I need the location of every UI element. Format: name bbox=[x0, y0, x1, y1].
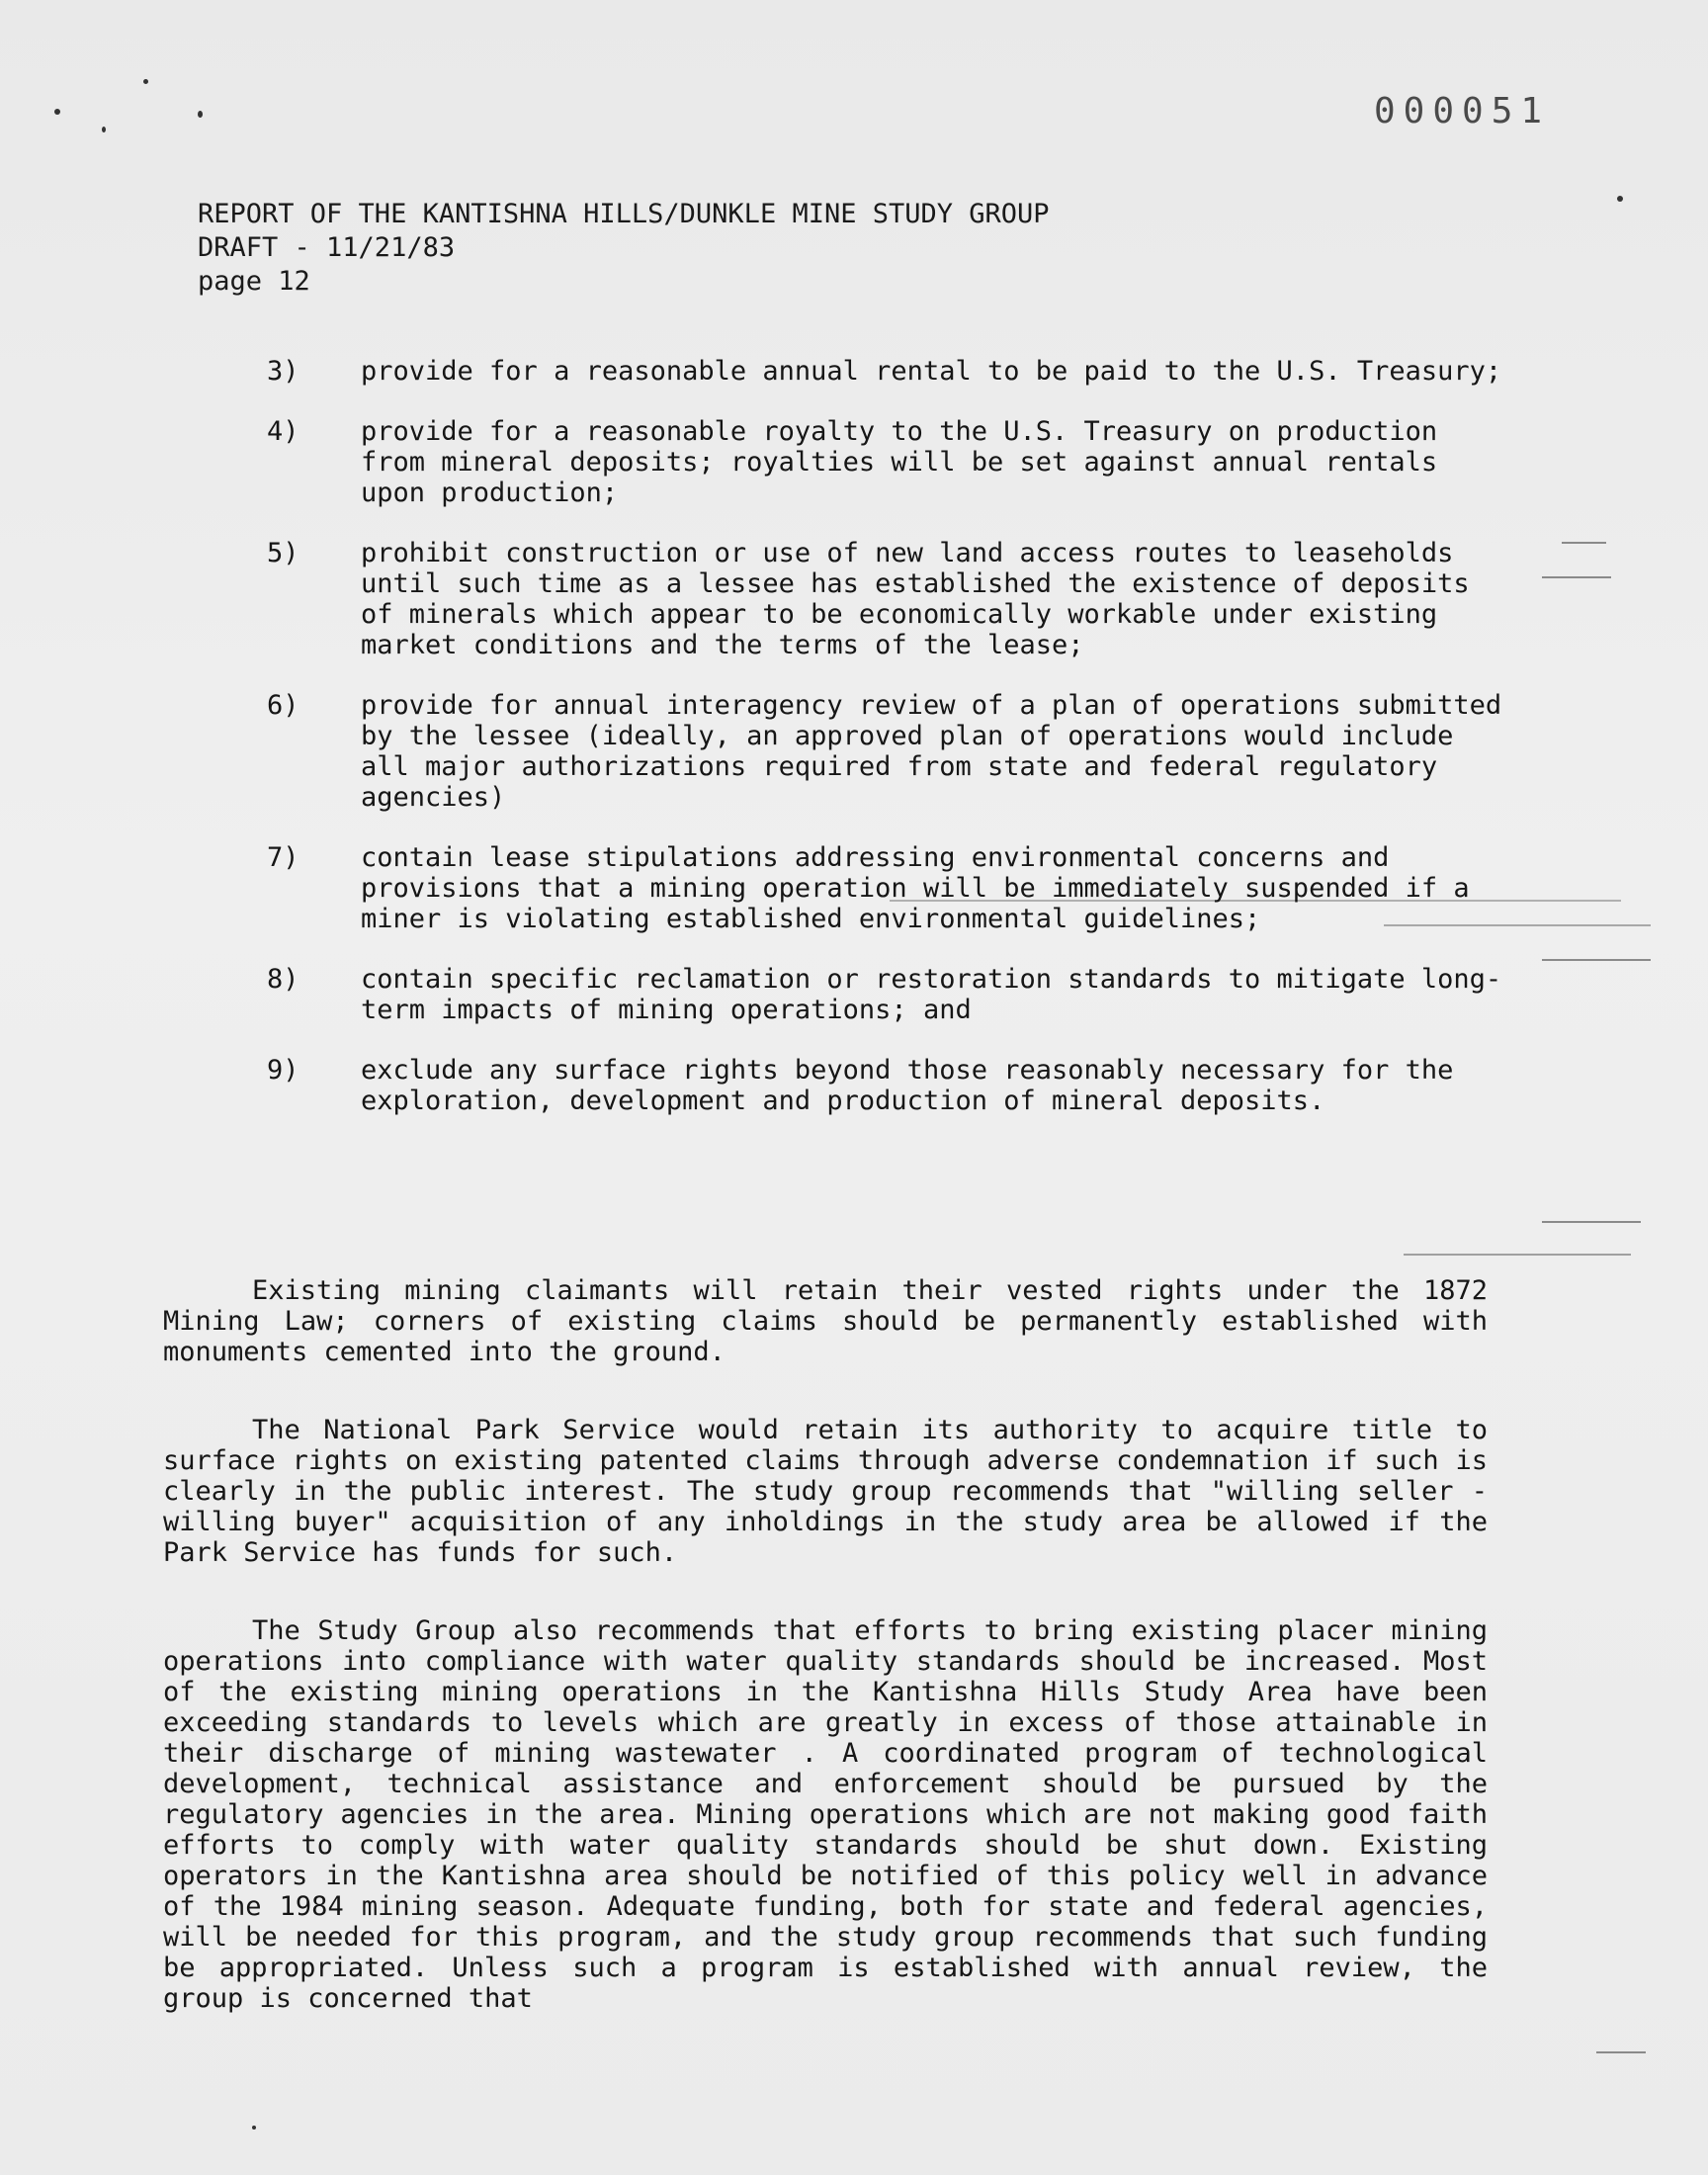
list-item bbox=[267, 842, 1532, 934]
list-item-number: 3) bbox=[267, 356, 299, 387]
list-item bbox=[267, 690, 1532, 813]
list-item-number: 9) bbox=[267, 1055, 299, 1086]
scan-artifact bbox=[1542, 959, 1651, 961]
list-item-number: 8) bbox=[267, 964, 299, 995]
scan-artifact bbox=[1596, 2051, 1646, 2053]
list-item-text: provide for a reasonable royalty to the U.S. Treasury on production from mineral deposits; royalties will be set against annual rentals upon production; bbox=[361, 416, 1438, 508]
scan-speck bbox=[1617, 196, 1623, 202]
list-item-text: provide for a reasonable annual rental to be paid to the U.S. Treasury; bbox=[361, 356, 1502, 387]
report-title: REPORT OF THE KANTISHNA HILLS/DUNKLE MINE STUDY GROUP bbox=[198, 199, 1050, 229]
list-item-number: 6) bbox=[267, 690, 299, 721]
body-paragraphs bbox=[163, 1275, 1488, 2061]
document-header bbox=[198, 198, 1050, 299]
list-item bbox=[267, 356, 1532, 387]
scan-artifact bbox=[1542, 576, 1611, 578]
list-item bbox=[267, 538, 1532, 660]
scan-speck bbox=[102, 127, 106, 132]
paragraph-water-quality: The Study Group also recommends that efforts to bring existing placer mining operations into compliance with water quality standards should be increased. Most of the existing mining operations in the Kantishna Hills Study Area have been exceeding standards to levels which are greatly in excess of those attainable in their discharge of mining wastewater . A coordinated program of technological development, technical assistance and enforcement should be pursued by the regulatory agencies in the area. Mining operations which are not making good faith efforts to comply with water quality standards should be shut down. Existing operators in the Kantishna area should be notified of this policy well in advance of the 1984 mining season. Adequate funding, both for state and federal agencies, will be needed for this program, and the study group recommends that such funding be appropriated. Unless such a program is established with annual review, the group is concerned that bbox=[163, 1615, 1488, 2014]
page-number: page 12 bbox=[198, 266, 310, 297]
list-item-number: 4) bbox=[267, 416, 299, 447]
list-item-text: contain lease stipulations addressing environmental concerns and provisions that a mining operation will be immediately suspended if a miner is violating established environmental guidelines; bbox=[361, 842, 1470, 934]
scan-artifact bbox=[1542, 1221, 1641, 1223]
scan-speck bbox=[252, 2126, 256, 2130]
numbered-list bbox=[267, 356, 1532, 1146]
list-item bbox=[267, 964, 1532, 1025]
list-item-text: exclude any surface rights beyond those reasonably necessary for the exploration, development and production of mineral deposits. bbox=[361, 1055, 1454, 1116]
scan-speck bbox=[198, 111, 203, 118]
list-item-text: provide for annual interagency review of a plan of operations submitted by the lessee (ideally, an approved plan of operations would include all major authorizations required from state and federal regulatory agencies) bbox=[361, 690, 1502, 813]
scan-artifact bbox=[1562, 542, 1606, 544]
list-item-text: contain specific reclamation or restoration standards to mitigate long-term impacts of mining operations; and bbox=[361, 964, 1502, 1025]
draft-date: DRAFT - 11/21/83 bbox=[198, 232, 456, 263]
list-item-number: 7) bbox=[267, 842, 299, 873]
paragraph-existing-claimants: Existing mining claimants will retain their vested rights under the 1872 Mining Law; corners of existing claims should be permanently established with monuments cemented into the ground. bbox=[163, 1275, 1488, 1367]
scan-artifact bbox=[1404, 1254, 1631, 1256]
list-item-number: 5) bbox=[267, 538, 299, 568]
scan-speck bbox=[54, 109, 60, 115]
list-item bbox=[267, 1055, 1532, 1116]
document-stamp-number: 000051 bbox=[1374, 91, 1551, 131]
paragraph-park-service-authority: The National Park Service would retain its authority to acquire title to surface rights on existing patented claims through adverse condemnation if such is clearly in the public interest. The study group recommends that "willing seller - willing buyer" acquisition of any inholdings in the study area be allowed if the Park Service has funds for such. bbox=[163, 1415, 1488, 1568]
list-item bbox=[267, 416, 1532, 508]
scan-speck bbox=[143, 79, 148, 84]
list-item-text: prohibit construction or use of new land access routes to leaseholds until such time as a lessee has established the existence of deposits of minerals which appear to be economically workable under existing market conditions and the terms of the lease; bbox=[361, 538, 1470, 660]
